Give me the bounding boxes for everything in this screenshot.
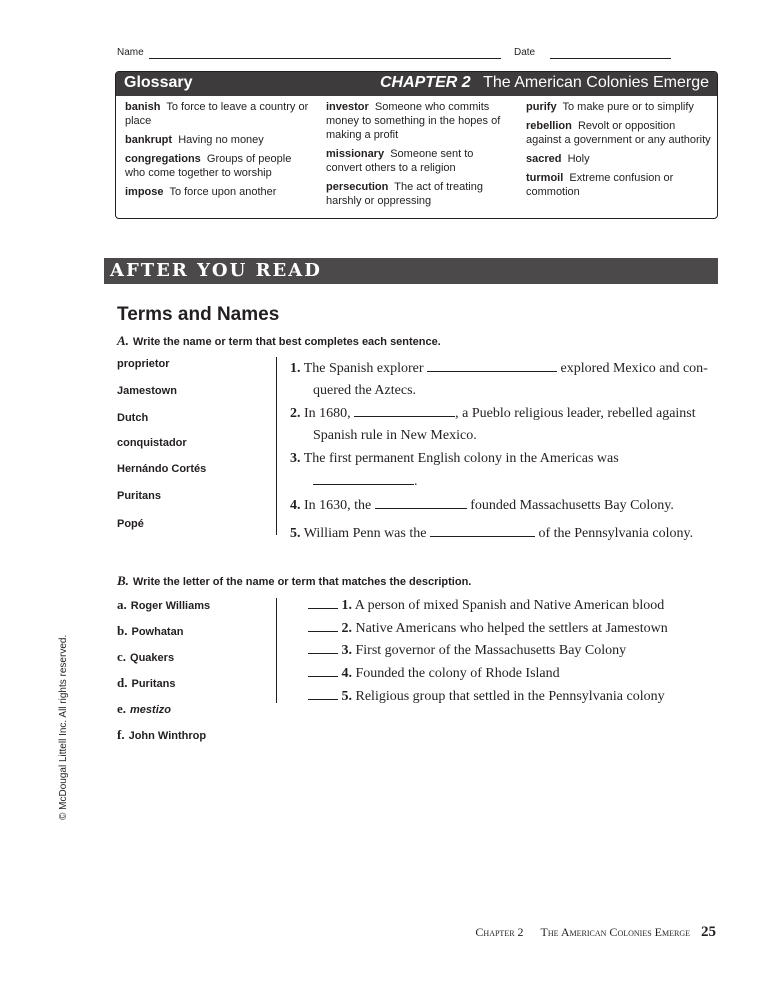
answer-blank[interactable]: [313, 473, 414, 485]
glossary-col-2: [326, 100, 506, 213]
match-item: 2. Native Americans who helped the settlers at Jamestown: [308, 620, 668, 637]
page-number: 25: [701, 924, 716, 940]
glossary-box: [115, 71, 718, 219]
word-bank-item: proprietor: [117, 358, 170, 370]
word-bank-item: Puritans: [117, 490, 162, 502]
divider: [276, 357, 277, 535]
word-bank-item: Dutch: [117, 412, 149, 424]
answer-blank[interactable]: [308, 642, 338, 654]
glossary-col-1: [125, 100, 313, 204]
word-bank-item: Hernándo Cortés: [117, 463, 207, 475]
glossary-col-3: [526, 100, 711, 204]
name-field[interactable]: [149, 58, 501, 59]
answer-blank[interactable]: [375, 497, 467, 509]
glossary-entry: purify To make pure or to simplify: [526, 101, 694, 113]
question-a-2-cont: Spanish rule in New Mexico.: [313, 428, 477, 443]
answer-blank[interactable]: [430, 525, 535, 537]
glossary-entry: congregations Groups of people who come together to worship: [125, 153, 292, 179]
glossary-entry: bankrupt Having no money: [125, 134, 264, 146]
date-field[interactable]: [550, 58, 671, 59]
answer-blank[interactable]: [308, 597, 338, 609]
word-bank-item: conquistador: [117, 437, 187, 449]
part-b-instruction: B. Write the letter of the name or term that matches the description.: [117, 573, 472, 588]
match-option: a. Roger Williams: [117, 597, 211, 612]
question-a-5: 5. William Penn was the of the Pennsylvania colony.: [290, 526, 694, 541]
glossary-header: [116, 72, 717, 96]
question-a-1: 1. The Spanish explorer explored Mexico and con-: [290, 361, 708, 376]
glossary-entry: turmoil Extreme confusion or commotion: [526, 172, 674, 198]
glossary-entry: impose To force upon another: [125, 186, 277, 198]
question-a-3-cont: .: [313, 473, 418, 490]
match-item: 1. A person of mixed Spanish and Native American blood: [308, 597, 664, 614]
glossary-entry: persecution The act of treating harshly or oppressing: [326, 181, 483, 207]
footer-title: The American Colonies Emerge: [540, 925, 690, 939]
word-bank-item: Popé: [117, 518, 144, 530]
divider: [276, 598, 277, 703]
match-item: 5. Religious group that settled in the Pennsylvania colony: [308, 688, 665, 705]
copyright-notice: © McDougal Littell Inc. All rights reserved.: [58, 634, 69, 820]
footer-chapter: Chapter 2: [475, 925, 524, 939]
glossary-title: Glossary: [124, 74, 193, 91]
match-item: 3. First governor of the Massachusetts Bay Colony: [308, 642, 626, 659]
glossary-entry: investor Someone who commits money to something in the hopes of making a profit: [326, 101, 501, 141]
glossary-entry: missionary Someone sent to convert others to a religion: [326, 148, 474, 174]
question-a-2: 2. In 1680, , a Pueblo religious leader, rebelled against: [290, 406, 696, 421]
chapter-title: The American Colonies Emerge: [483, 74, 709, 91]
match-option: e. mestizo: [117, 701, 171, 716]
answer-blank[interactable]: [427, 360, 557, 372]
word-bank-item: Jamestown: [117, 385, 177, 397]
answer-blank[interactable]: [308, 665, 338, 677]
part-a-instruction: A. Write the name or term that best completes each sentence.: [117, 333, 441, 348]
glossary-entry: banish To force to leave a country or place: [125, 101, 309, 127]
date-label: Date: [514, 47, 536, 58]
question-a-4: 4. In 1630, the founded Massachusetts Bay Colony.: [290, 498, 674, 513]
glossary-chapter: [380, 74, 709, 92]
match-option: c. Quakers: [117, 649, 175, 664]
answer-blank[interactable]: [308, 620, 338, 632]
glossary-entry: sacred Holy: [526, 153, 590, 165]
name-label: Name: [117, 47, 144, 58]
match-option: d. Puritans: [117, 675, 176, 690]
section-title: Terms and Names: [117, 304, 280, 325]
glossary-entry: rebellion Revolt or opposition against a government or any authority: [526, 120, 711, 146]
page-footer: [475, 924, 716, 941]
after-you-read-banner: AFTER YOU READ: [104, 258, 718, 284]
match-item: 4. Founded the colony of Rhode Island: [308, 665, 560, 682]
chapter-label: CHAPTER 2: [379, 74, 471, 91]
question-a-3: 3. The first permanent English colony in the Americas was: [290, 451, 619, 466]
match-option: b. Powhatan: [117, 623, 184, 638]
match-option: f. John Winthrop: [117, 727, 207, 742]
question-a-1-cont: quered the Aztecs.: [313, 383, 417, 398]
answer-blank[interactable]: [354, 405, 455, 417]
answer-blank[interactable]: [308, 688, 338, 700]
